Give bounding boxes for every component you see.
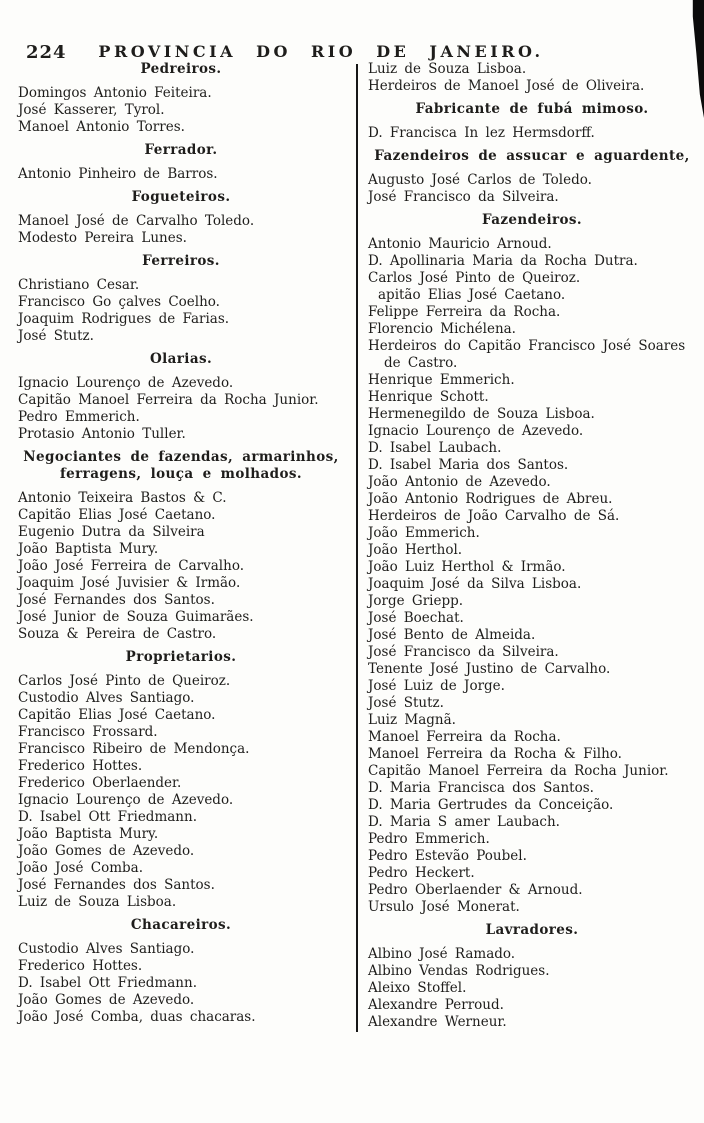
- directory-entry: D. Maria Francisca dos Santos.: [368, 780, 594, 796]
- directory-entry: Pedro Emmerich.: [18, 409, 140, 425]
- directory-entry: José Bento de Almeida.: [368, 627, 536, 643]
- directory-entry: Augusto José Carlos de Toledo.: [368, 172, 592, 188]
- directory-entry: Joaquim José Juvisier & Irmão.: [18, 575, 241, 591]
- directory-entry: Albino José Ramado.: [368, 946, 516, 962]
- directory-entry: Herdeiros de João Carvalho de Sá.: [368, 508, 620, 524]
- directory-entry: João Gomes de Azevedo.: [18, 843, 195, 859]
- directory-entry: Aleixo Stoffel.: [368, 980, 467, 996]
- right-column: [364, 61, 700, 1031]
- directory-entry: D. Apollinaria Maria da Rocha Dutra.: [368, 253, 638, 269]
- directory-entry: João José Comba, duas chacaras.: [18, 1009, 256, 1025]
- directory-entry: Protasio Antonio Tuller.: [18, 426, 186, 442]
- directory-entry: Antonio Teixeira Bastos & C.: [18, 490, 227, 506]
- directory-entry: Christiano Cesar.: [18, 277, 140, 293]
- section-heading: Chacareiros.: [130, 917, 232, 933]
- directory-entry: José Junior de Souza Guimarães.: [18, 609, 254, 625]
- directory-entry: Manoel Ferreira da Rocha.: [368, 729, 561, 745]
- directory-entry: Ursulo José Monerat.: [368, 899, 520, 915]
- directory-entry: D. Isabel Ott Friedmann.: [18, 975, 197, 991]
- directory-entry: Modesto Pereira Lunes.: [18, 230, 187, 246]
- directory-entry: Pedro Emmerich.: [368, 831, 490, 847]
- directory-entry: João José Ferreira de Carvalho.: [18, 558, 245, 574]
- directory-entry: Joaquim José da Silva Lisboa.: [368, 576, 582, 592]
- directory-entry: Herdeiros do Capitão Francisco José Soares de Castro.: [368, 338, 686, 371]
- directory-entry: Felippe Ferreira da Rocha.: [368, 304, 561, 320]
- directory-entry: Hermenegildo de Souza Lisboa.: [368, 406, 595, 422]
- directory-entry: Pedro Heckert.: [368, 865, 475, 881]
- directory-entry: Alexandre Perroud.: [368, 997, 504, 1013]
- directory-entry: D. Maria Gertrudes da Conceição.: [368, 797, 614, 813]
- directory-entry: Ignacio Lourenço de Azevedo.: [18, 792, 234, 808]
- directory-entry: Manoel Ferreira da Rocha & Filho.: [368, 746, 622, 762]
- directory-entry: João Antonio de Azevedo.: [368, 474, 551, 490]
- directory-entry: apitão Elias José Caetano.: [378, 287, 566, 303]
- directory-entry: D. Maria S amer Laubach.: [368, 814, 560, 830]
- left-column: [8, 61, 354, 1026]
- directory-entry: Frederico Oberlaender.: [18, 775, 182, 791]
- directory-entry: Jorge Griepp.: [368, 593, 464, 609]
- directory-entry: Florencio Michélena.: [368, 321, 516, 337]
- section-heading: Ferrador.: [144, 142, 218, 158]
- directory-entry: Francisco Frossard.: [18, 724, 158, 740]
- directory-entry: Souza & Pereira de Castro.: [18, 626, 217, 642]
- directory-entry: José Stutz.: [368, 695, 444, 711]
- directory-entry: Luiz de Souza Lisboa.: [18, 894, 177, 910]
- directory-entry: Pedro Oberlaender & Arnoud.: [368, 882, 583, 898]
- directory-entry: José Kasserer, Tyrol.: [18, 102, 165, 118]
- directory-entry: Antonio Pinheiro de Barros.: [18, 166, 218, 182]
- directory-entry: Frederico Hottes.: [18, 958, 143, 974]
- running-title: PROVINCIA DO RIO DE JANEIRO.: [98, 42, 544, 61]
- directory-entry: Capitão Elias José Caetano.: [18, 707, 216, 723]
- directory-entry: D. Francisca In lez Hermsdorff.: [368, 125, 595, 141]
- directory-entry: D. Isabel Ott Friedmann.: [18, 809, 197, 825]
- column-divider-rule: [356, 64, 358, 1032]
- section-heading: Fazendeiros de assucar e aguardente,: [374, 148, 690, 164]
- directory-entry: Alexandre Werneur.: [368, 1014, 507, 1030]
- directory-entry: José Stutz.: [18, 328, 94, 344]
- directory-entry: Manoel Antonio Torres.: [18, 119, 185, 135]
- directory-entry: Luiz Magnã.: [368, 712, 456, 728]
- directory-entry: Eugenio Dutra da Silveira: [18, 524, 205, 540]
- directory-entry: Francisco Ribeiro de Mendonça.: [18, 741, 250, 757]
- directory-entry: Domingos Antonio Feiteira.: [18, 85, 212, 101]
- directory-entry: João Gomes de Azevedo.: [18, 992, 195, 1008]
- directory-entry: Henrique Schott.: [368, 389, 489, 405]
- section-heading: Lavradores.: [485, 922, 579, 938]
- directory-entry: D. Isabel Laubach.: [368, 440, 502, 456]
- page-number: 224: [26, 42, 67, 63]
- directory-entry: Custodio Alves Santiago.: [18, 941, 195, 957]
- section-heading: Fogueteiros.: [131, 189, 231, 205]
- directory-entry: Joaquim Rodrigues de Farias.: [18, 311, 230, 327]
- directory-entry: Custodio Alves Santiago.: [18, 690, 195, 706]
- directory-entry: José Fernandes dos Santos.: [18, 592, 215, 608]
- directory-entry: João Baptista Mury.: [18, 541, 159, 557]
- directory-entry: Pedro Estevão Poubel.: [368, 848, 527, 864]
- directory-entry: João Emmerich.: [368, 525, 480, 541]
- directory-entry: Antonio Mauricio Arnoud.: [368, 236, 552, 252]
- directory-entry: José Luiz de Jorge.: [368, 678, 505, 694]
- section-heading: Ferreiros.: [142, 253, 220, 269]
- directory-entry: José Francisco da Silveira.: [368, 644, 559, 660]
- directory-entry: Henrique Emmerich.: [368, 372, 515, 388]
- directory-entry: Carlos José Pinto de Queiroz.: [18, 673, 231, 689]
- directory-entry: José Boechat.: [368, 610, 464, 626]
- directory-entry: Capitão Elias José Caetano.: [18, 507, 216, 523]
- directory-entry: Albino Vendas Rodrigues.: [368, 963, 550, 979]
- section-heading: Fazendeiros.: [481, 212, 583, 228]
- directory-entry: Tenente José Justino de Carvalho.: [368, 661, 611, 677]
- directory-entry: Manoel José de Carvalho Toledo.: [18, 213, 255, 229]
- section-heading: Proprietarios.: [125, 649, 237, 665]
- directory-entry: Frederico Hottes.: [18, 758, 143, 774]
- directory-entry: Capitão Manoel Ferreira da Rocha Junior.: [18, 392, 319, 408]
- directory-entry: João Antonio Rodrigues de Abreu.: [368, 491, 613, 507]
- section-heading: Negociantes de fazendas, armarinhos, ferragens, louça e molhados.: [23, 449, 339, 482]
- directory-entry: João José Comba.: [18, 860, 143, 876]
- directory-entry: Herdeiros de Manoel José de Oliveira.: [368, 78, 645, 94]
- directory-entry: João Herthol.: [368, 542, 463, 558]
- directory-entry: Carlos José Pinto de Queiroz.: [368, 270, 581, 286]
- directory-entry: José Fernandes dos Santos.: [18, 877, 215, 893]
- directory-entry: Luiz de Souza Lisboa.: [368, 61, 527, 77]
- directory-entry: Capitão Manoel Ferreira da Rocha Junior.: [368, 763, 669, 779]
- section-heading: Olarias.: [149, 351, 213, 367]
- directory-entry: D. Isabel Maria dos Santos.: [368, 457, 569, 473]
- directory-entry: Ignacio Lourenço de Azevedo.: [368, 423, 584, 439]
- section-heading: Fabricante de fubá mimoso.: [415, 101, 649, 117]
- directory-entry: Ignacio Lourenço de Azevedo.: [18, 375, 234, 391]
- directory-entry: Francisco Go çalves Coelho.: [18, 294, 220, 310]
- directory-entry: João Baptista Mury.: [18, 826, 159, 842]
- directory-entry: João Luiz Herthol & Irmão.: [368, 559, 566, 575]
- directory-entry: José Francisco da Silveira.: [368, 189, 559, 205]
- section-heading: Pedreiros.: [140, 61, 222, 77]
